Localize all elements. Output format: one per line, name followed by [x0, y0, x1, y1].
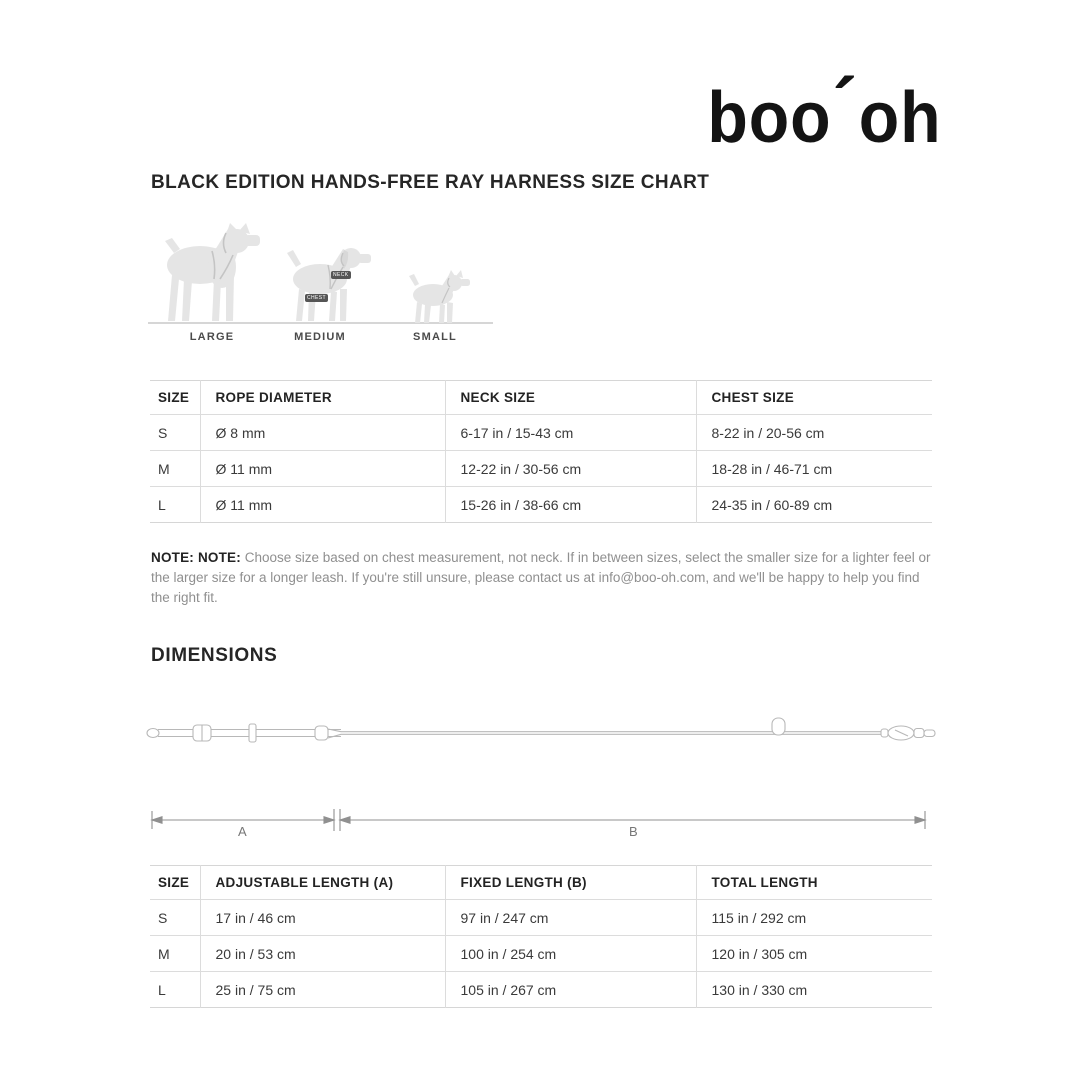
dimension-label-a: A — [238, 824, 248, 839]
note-label: NOTE: NOTE: — [151, 550, 241, 565]
booh-logo — [707, 62, 942, 158]
cell-total: 120 in / 305 cm — [696, 936, 932, 972]
chest-tag: CHEST — [307, 295, 326, 301]
logo-accent-mark: ´ — [832, 62, 859, 151]
sizing-note — [151, 548, 933, 608]
note-text: Choose size based on chest measurement, not neck. If in between sizes, select the smaller size for a lighter feel or the larger size for a longer leash. If you're still unsure, please contact us at info@boo-oh.com, and we'll be happy to help you find the right fit. — [151, 550, 931, 605]
leash-ring-icon — [772, 718, 785, 735]
cell-total: 115 in / 292 cm — [696, 900, 932, 936]
clasp-barrel — [914, 729, 924, 738]
cell-size: L — [150, 487, 200, 523]
cell-chest: 18-28 in / 46-71 cm — [696, 451, 932, 487]
cell-size: M — [150, 451, 200, 487]
small-dog-icon — [409, 270, 470, 323]
dimensions-heading: DIMENSIONS — [151, 645, 278, 666]
dimension-arrows — [145, 800, 945, 840]
large-dog-icon — [165, 223, 260, 321]
header-adjustable: ADJUSTABLE LENGTH (A) — [200, 866, 445, 900]
cell-adjustable: 25 in / 75 cm — [200, 972, 445, 1008]
clasp-link — [881, 729, 888, 737]
leash-diagram — [145, 706, 945, 761]
cell-size: M — [150, 936, 200, 972]
logo-text-right: oh — [859, 78, 942, 158]
table-row — [150, 936, 932, 972]
cell-size: S — [150, 900, 200, 936]
label-small: SMALL — [413, 331, 457, 343]
medium-dog-icon — [287, 248, 371, 321]
cell-chest: 8-22 in / 20-56 cm — [696, 415, 932, 451]
dimension-label-b: B — [629, 824, 639, 839]
cell-fixed: 97 in / 247 cm — [445, 900, 696, 936]
label-large: LARGE — [189, 331, 235, 343]
header-total: TOTAL LENGTH — [696, 866, 932, 900]
header-fixed: FIXED LENGTH (B) — [445, 866, 696, 900]
leash-adjuster-icon — [315, 726, 328, 740]
header-chest: CHEST SIZE — [696, 381, 932, 415]
cell-total: 130 in / 330 cm — [696, 972, 932, 1008]
table-row — [150, 415, 932, 451]
cell-neck: 12-22 in / 30-56 cm — [445, 451, 696, 487]
table-row — [150, 451, 932, 487]
header-size: SIZE — [158, 875, 190, 890]
cell-adjustable: 17 in / 46 cm — [200, 900, 445, 936]
leash-loop-end — [147, 729, 159, 738]
label-medium: MEDIUM — [294, 331, 346, 343]
neck-tag: NECK — [333, 272, 349, 278]
table-row — [150, 900, 932, 936]
table-row — [150, 972, 932, 1008]
cell-size: L — [150, 972, 200, 1008]
cell-adjustable: 20 in / 53 cm — [200, 936, 445, 972]
cell-neck: 6-17 in / 15-43 cm — [445, 415, 696, 451]
table-header-row — [150, 866, 932, 900]
leash-stopper-icon — [249, 724, 256, 742]
cell-chest: 24-35 in / 60-89 cm — [696, 487, 932, 523]
cell-neck: 15-26 in / 38-66 cm — [445, 487, 696, 523]
cell-rope: Ø 11 mm — [200, 487, 445, 523]
header-rope: ROPE DIAMETER — [200, 381, 445, 415]
table-header-row — [150, 381, 932, 415]
harness-size-table — [150, 380, 932, 523]
dog-size-illustration — [145, 213, 505, 331]
logo-text-left: boo — [707, 78, 832, 158]
clasp-tip — [924, 730, 935, 737]
page-title: BLACK EDITION HANDS-FREE RAY HARNESS SIZE CHART — [151, 172, 710, 193]
cell-rope: Ø 8 mm — [200, 415, 445, 451]
leash-dimensions-table — [150, 865, 932, 1008]
cell-fixed: 105 in / 267 cm — [445, 972, 696, 1008]
header-size: SIZE — [158, 390, 190, 405]
cell-fixed: 100 in / 254 cm — [445, 936, 696, 972]
cell-size: S — [150, 415, 200, 451]
table-row — [150, 487, 932, 523]
header-neck: NECK SIZE — [445, 381, 696, 415]
cell-rope: Ø 11 mm — [200, 451, 445, 487]
